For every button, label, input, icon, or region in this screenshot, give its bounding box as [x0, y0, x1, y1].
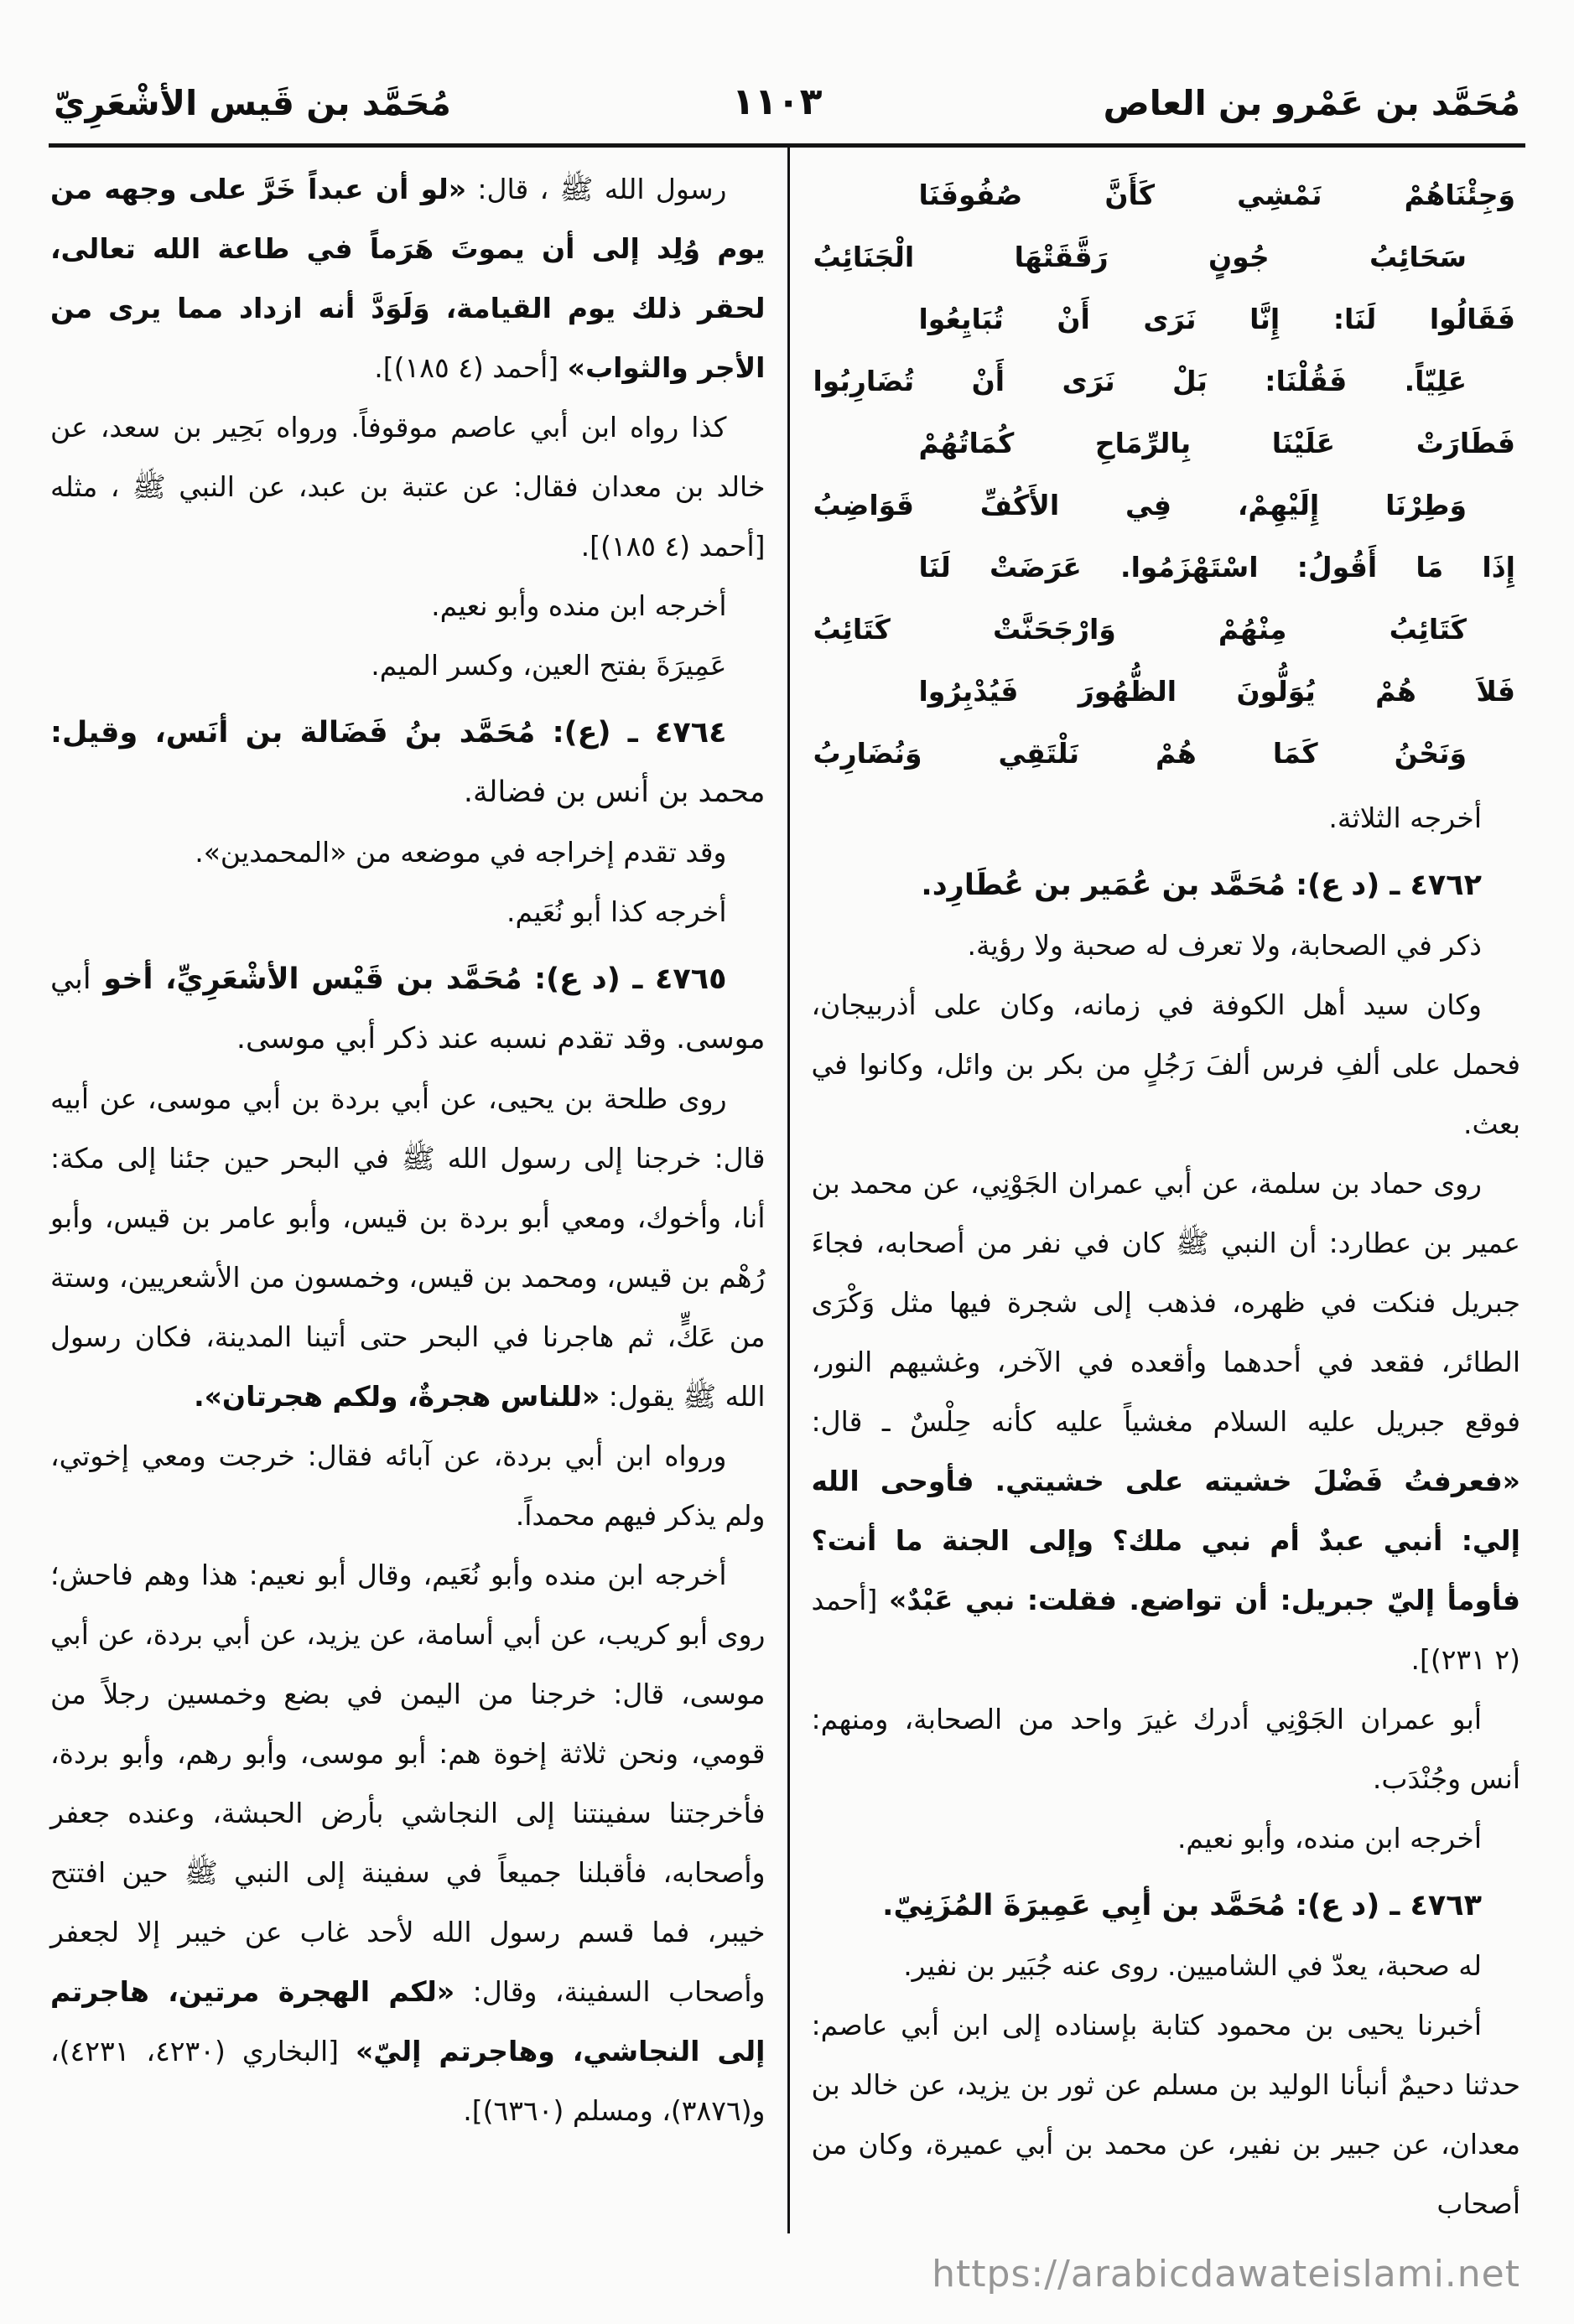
running-head-left: مُحَمَّد بن قَيس الأشْعَرِيّ: [54, 83, 451, 123]
poem-verse: كَتَائِبُ مِنْهُمْ وَارْجَحَنَّتْ كَتَائِبُ: [813, 613, 1467, 646]
narration-text: روى طلحة بن يحيى، عن أبي بردة بن أبي موسى، عن أبيه قال: خرجنا إلى رسول الله ﷺ في البحر حين جئنا إلى مكة: أنا، وأخوك، ومعي أبو بردة بن قيس، وأبو عامر بن قيس، وأبو رُهْم بن قيس، ومحمد بن قيس، وخمسون من الأشعريين، وستة من عَكٍّ، ثم هاجرنا في البحر حتى أتينا المدينة، فكان رسول الله ﷺ يقول:: [50, 1082, 766, 1413]
entry-heading-rest: محمد بن أنس بن فضالة.: [463, 776, 766, 809]
poem-verse: فَلاَ هُمْ يُوَلُّونَ الظُّهُورَ فَيُدْبِرُوا: [918, 675, 1515, 708]
text-columns: [49, 148, 1525, 2233]
narration-text: رسول الله ﷺ ، قال:: [466, 173, 727, 205]
narration-text: روى حماد بن سلمة، عن أبي عمران الجَوْنِي، عن محمد بن عمير بن عطارد: أن النبي ﷺ كان في نفر من أصحابه، فجاءَ جبريل فنكت في ظهره، فذهب إلى شجرة فيها مثل وَكْرَى الطائر، فقعد في أحدهما وأقعده في الآخر، وغشيهم النور، فوقع جبريل عليه السلام مغشياً عليه كأنه حِلْسٌ ـ قال:: [811, 1167, 1520, 1438]
poem-verse: فَطَارَتْ عَلَيْنَا بِالرِّمَاحِ كُمَاتُهُمْ: [918, 427, 1515, 459]
paragraph: وقد تقدم إخراجه في موضعه من «المحمدين».: [195, 836, 727, 869]
citation: [البخاري (٤٢٣٠، ٤٢٣١)، و(٣٨٧٦)، ومسلم (٦٣٦٠)].: [50, 2035, 766, 2127]
citation: [أحمد (٤ ١٨٥)].: [374, 351, 568, 384]
paragraph: له صحبة، يعدّ في الشاميين. روى عنه جُبَير بن نفير.: [903, 1949, 1482, 1982]
takhrij-note: أخرجه كذا أبو نُعَيم.: [506, 895, 727, 928]
hadith-quote: «فعرفتُ فَضْلَ خشيته على خشيتي. فأوحى الله إلي: أنبي عبدٌ أم نبي ملك؟ وإلى الجنة ما أنت؟ فأومأ إليّ جبريل: أن تواضع. فقلت: نبي عَبْدٌ»: [811, 1465, 1520, 1616]
hadith-quote: «للناس هجرةٌ، ولكم هجرتان».: [194, 1380, 600, 1413]
entry-heading-rest: أبي موسى. وقد تقدم نسبه عند ذكر أبي موسى.: [50, 962, 766, 1056]
page-number: ١١٠٣: [732, 80, 823, 123]
poem: [812, 164, 1521, 785]
poem-verse: وَنَحْنُ كَمَا هُمْ نَلْتَقِي وَنُضَارِبُ: [813, 737, 1467, 770]
paragraph: ذكر في الصحابة، ولا تعرف له صحبة ولا رؤية.: [967, 929, 1482, 962]
entry-heading-4763: ٤٧٦٣ ـ (د ع): مُحَمَّد بن أبِي عَمِيرَةَ المُزَنِيّ.: [882, 1889, 1482, 1922]
paragraph: [50, 159, 766, 397]
paragraph: ورواه ابن أبي بردة، عن آبائه فقال: خرجت ومعي إخوتي، ولم يذكر فيهم محمداً.: [50, 1440, 766, 1532]
paragraph: أخبرنا يحيى بن محمود كتابة بإسناده إلى ابن أبي عاصم: حدثنا دحيمٌ أنبأنا الوليد بن مسلم عن ثور بن يزيد، عن خالد بن معدان، عن جبير بن نفير، عن محمد بن أبي عميرة، وكان من أصحاب: [811, 2009, 1520, 2220]
entry-heading-bold: ٤٧٦٤ ـ (ع): مُحَمَّد بنُ فَضَالة بن أنَس، وقيل:: [50, 716, 727, 750]
hadith-quote: «لو أن عبداً خَرَّ على وجهه من يوم وُلِد إلى أن يموتَ هَرَماً في طاعة الله تعالى، لحقر ذلك يوم القيامة، وَلَوَدَّ أنه ازداد مما يرى من الأجر والثواب»: [50, 173, 766, 384]
takhrij-note: أخرجه الثلاثة.: [1328, 801, 1482, 834]
paragraph: [50, 1545, 766, 2140]
narration-text: أخرجه ابن منده وأبو نُعَيم، وقال أبو نعيم: هذا وهم فاحش؛ روى أبو كريب، عن أبي أسامة، عن يزيد، عن أبي بردة، عن أبي موسى، قال: خرجنا من اليمن في بضع وخمسين رجلاً من قومي، ونحن ثلاثة إخوة هم: أبو موسى، وأبو رهم، وأبو بردة، فأخرجتنا سفينتنا إلى النجاشي بأرض الحبشة، وعنده جعفر وأصحابه، فأقبلنا جميعاً في سفينة إلى النبي ﷺ حين افتتح خيبر، فما قسم رسول الله لأحد غاب عن خيبر إلا لجعفر وأصحاب السفينة، وقال:: [50, 1559, 766, 2008]
takhrij-note: أخرجه ابن منده وأبو نعيم.: [431, 589, 727, 622]
paragraph: كذا رواه ابن أبي عاصم موقوفاً. ورواه بَحِير بن سعد، عن خالد بن معدان فقال: عن عتبة بن عبد، عن النبي ﷺ ، مثله [أحمد (٤ ١٨٥)].: [50, 411, 766, 563]
paragraph: وكان سيد أهل الكوفة في زمانه، وكان على أذربيجان، فحمل على ألفِ فرس ألفَ رَجُلٍ من بكر بن وائل، وكانوا في بعث.: [811, 988, 1520, 1140]
entry-heading-4762: ٤٧٦٢ ـ (د ع): مُحَمَّد بن عُمَير بن عُطَارِد.: [921, 869, 1482, 902]
right-column: [787, 148, 1526, 2233]
takhrij-note: أخرجه ابن منده، وأبو نعيم.: [1177, 1822, 1482, 1855]
poem-verse: إِذَا مَا أَقُولُ: اسْتَهْزَمُوا. عَرَضَتْ لَنَا: [918, 551, 1515, 584]
poem-verse: سَحَائِبُ جُونٍ رَقَّقَتْهَا الْجَنَائِبُ: [813, 241, 1467, 273]
paragraph: أبو عمران الجَوْنِي أدرك غيرَ واحد من الصحابة، ومنهم: أنس وجُنْدَب.: [811, 1703, 1520, 1795]
watermark-url: https://arabicdawateislami.net: [932, 2253, 1520, 2295]
running-head-right: مُحَمَّد بن عَمْرو بن العاص: [1103, 83, 1520, 123]
entry-heading-4765: [50, 950, 766, 1069]
entry-heading-bold: ٤٧٦٥ ـ (د ع): مُحَمَّد بن قَيْس الأشْعَرِيِّ، أخو: [91, 962, 727, 996]
entry-heading-4764: [50, 703, 766, 822]
paragraph: [50, 1069, 766, 1426]
poem-verse: وَجِئْنَاهُمْ نَمْشِي كَأَنَّ صُفُوفَنَا: [918, 179, 1515, 211]
page-header: [49, 80, 1525, 143]
poem-verse: فَقَالُوا لَنَا: إِنَّا نَرَى أَنْ تُبَايِعُوا: [918, 303, 1515, 335]
vocalization-note: عَمِيرَةَ بفتح العين، وكسر الميم.: [371, 649, 727, 682]
left-column: [49, 148, 787, 2233]
poem-verse: عَلِيّاً. فَقُلْنَا: بَلْ نَرَى أَنْ تُضَارِبُوا: [813, 365, 1467, 397]
poem-verse: وَطِرْنَا إِلَيْهِمْ، فِي الأَكُفِّ قَوَاضِبُ: [813, 489, 1467, 521]
hadith-quote: «لكم الهجرة مرتين، هاجرتم إلى النجاشي، وهاجرتم إليّ»: [50, 1975, 766, 2067]
paragraph: [812, 1154, 1521, 1689]
citation: [أحمد (٢ ٢٣١)].: [811, 1584, 1520, 1676]
